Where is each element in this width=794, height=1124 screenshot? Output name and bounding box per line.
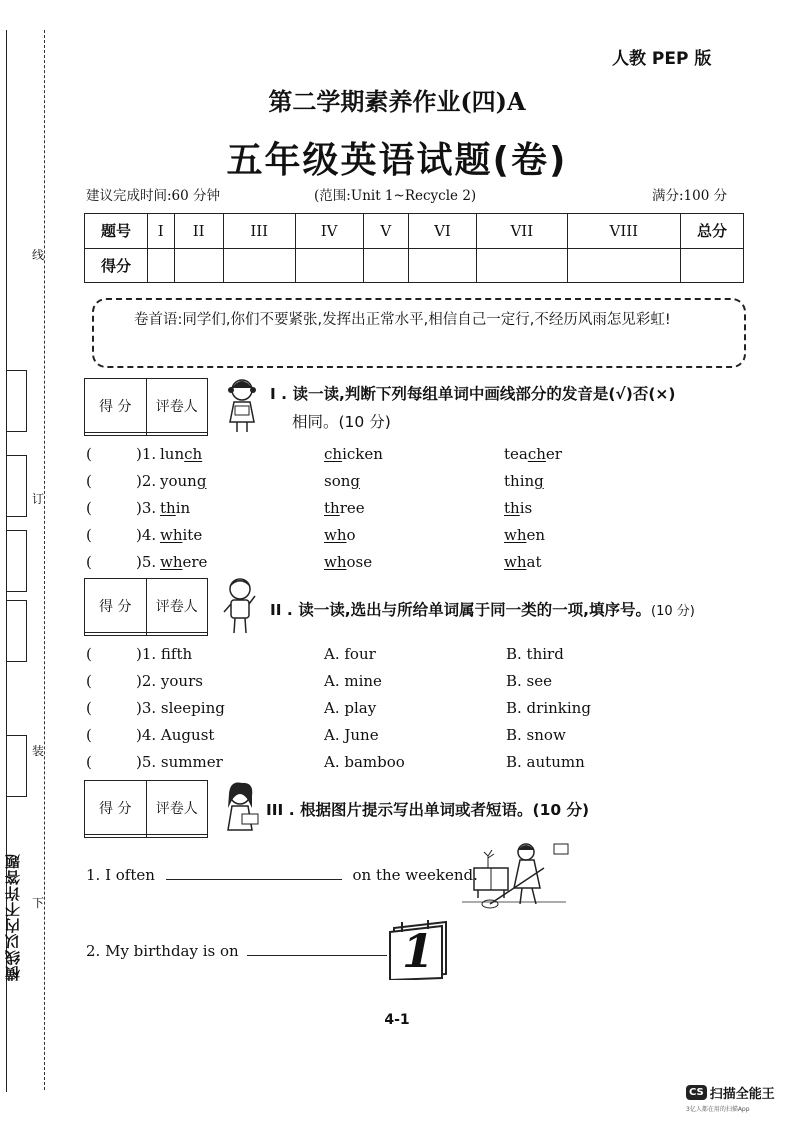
grader-score-label: 得 分 bbox=[85, 379, 147, 433]
item-word: )3. sleeping bbox=[136, 699, 225, 717]
word-w3 bbox=[504, 553, 541, 571]
item-number: )4. bbox=[136, 526, 157, 544]
underlined-letters: g bbox=[196, 472, 207, 490]
binding-field-box bbox=[6, 370, 27, 432]
option-a: A. four bbox=[324, 645, 376, 663]
word-part: is bbox=[519, 499, 533, 517]
underlined-letters: wh bbox=[160, 526, 183, 544]
binding-field-box bbox=[6, 455, 27, 517]
motto-text: 卷首语:同学们,你们不要紧张,发挥出正常水平,相信自己一定行,不经历风雨怎见彩虹! bbox=[134, 312, 671, 328]
answer-paren[interactable]: ( bbox=[86, 672, 92, 690]
grader-score-cell[interactable] bbox=[85, 633, 147, 636]
question-number: III bbox=[223, 214, 295, 249]
underlined-letters: g bbox=[534, 472, 544, 490]
question-number: VII bbox=[476, 214, 567, 249]
underlined-letters: wh bbox=[504, 553, 527, 571]
word-w1 bbox=[160, 526, 202, 544]
score-cell[interactable] bbox=[408, 248, 476, 283]
answer-blank-2[interactable] bbox=[247, 955, 387, 956]
time-suggestion: 建议完成时间:60 分钟 bbox=[86, 188, 221, 204]
underlined-letters: th bbox=[504, 499, 520, 517]
item-number: )3. bbox=[136, 499, 157, 517]
word-w2 bbox=[324, 472, 360, 490]
binding-field-box bbox=[6, 600, 27, 662]
word-w3 bbox=[504, 526, 545, 544]
grader-score-cell[interactable] bbox=[85, 835, 147, 838]
underlined-letters: th bbox=[324, 499, 340, 517]
calendar-picture bbox=[388, 918, 452, 980]
question3-1-suffix: on the weekend. bbox=[352, 866, 478, 884]
girl-reading-icon bbox=[222, 376, 262, 434]
full-score: 满分:100 分 bbox=[652, 188, 728, 204]
word-part: ere bbox=[182, 553, 208, 571]
option-a: A. play bbox=[324, 699, 377, 717]
binding-line-dashed bbox=[44, 30, 45, 1090]
question-number: II bbox=[174, 214, 223, 249]
word-part: tea bbox=[504, 445, 528, 463]
score-cell[interactable] bbox=[567, 248, 680, 283]
word-part: ite bbox=[182, 526, 203, 544]
boy-cartoon-icon bbox=[222, 576, 258, 636]
total-score-header: 总分 bbox=[681, 214, 744, 249]
score-cell[interactable] bbox=[476, 248, 567, 283]
answer-paren[interactable]: ( bbox=[86, 699, 92, 717]
score-cell[interactable] bbox=[174, 248, 223, 283]
page-number: 4-1 bbox=[384, 1012, 410, 1028]
answer-paren[interactable]: ( bbox=[86, 645, 92, 663]
score-table-header: 题号 bbox=[85, 214, 148, 249]
answer-blank-1[interactable] bbox=[166, 879, 342, 880]
underlined-letters: ch bbox=[527, 445, 546, 463]
binding-warning: 横线以内不许答题 bbox=[4, 853, 22, 981]
word-w2 bbox=[324, 499, 365, 517]
answer-paren[interactable]: ( bbox=[86, 553, 92, 571]
scanner-tagline: 3亿人都在用的扫描App bbox=[686, 1106, 750, 1113]
section2-title-text: II . 读一读,选出与所给单词属于同一类的一项,填序号。 bbox=[270, 601, 651, 619]
question-number: I bbox=[148, 214, 175, 249]
score-row-label: 得分 bbox=[85, 248, 148, 283]
edition-label: 人教 PEP 版 bbox=[612, 49, 712, 69]
word-w1 bbox=[160, 445, 202, 463]
binding-field-box bbox=[6, 530, 27, 592]
word-part: en bbox=[526, 526, 546, 544]
item-number: )1. bbox=[136, 445, 157, 463]
option-b: B. snow bbox=[506, 726, 566, 744]
binding-label-ding: 订 bbox=[32, 492, 45, 506]
question-number: VI bbox=[408, 214, 476, 249]
scanner-name: 扫描全能王 bbox=[709, 1087, 775, 1102]
answer-paren[interactable]: ( bbox=[86, 472, 92, 490]
word-w3 bbox=[504, 499, 532, 517]
word-w3 bbox=[504, 445, 562, 463]
exam-title: 五年级英语试题(卷) bbox=[226, 140, 568, 181]
item-number: )5. bbox=[136, 553, 157, 571]
score-cell[interactable] bbox=[363, 248, 408, 283]
underlined-letters: wh bbox=[504, 526, 527, 544]
option-a: A. bamboo bbox=[324, 753, 405, 771]
word-w1 bbox=[160, 553, 207, 571]
section2-title bbox=[270, 598, 695, 620]
unit-range: (范围:Unit 1~Recycle 2) bbox=[314, 188, 477, 204]
word-w1 bbox=[160, 472, 206, 490]
grader-table bbox=[84, 780, 208, 838]
grader-name-cell[interactable] bbox=[146, 433, 208, 436]
calendar-digit: 1 bbox=[402, 924, 435, 978]
binding-label-xia: 下 bbox=[32, 896, 45, 910]
underlined-letters: wh bbox=[324, 553, 347, 571]
word-w2 bbox=[324, 445, 383, 463]
underlined-letters: wh bbox=[160, 553, 183, 571]
question3-1-prefix: 1. I often bbox=[86, 866, 155, 884]
option-a: A. mine bbox=[324, 672, 382, 690]
word-part: son bbox=[324, 472, 351, 490]
word-part: thin bbox=[504, 472, 535, 490]
binding-label-xian: 线 bbox=[32, 248, 45, 262]
section3-title: III . 根据图片提示写出单词或者短语。(10 分) bbox=[266, 801, 590, 819]
item-word: )4. August bbox=[136, 726, 215, 744]
grader-name-cell[interactable] bbox=[146, 633, 208, 636]
option-a: A. June bbox=[324, 726, 379, 744]
underlined-letters: g bbox=[350, 472, 360, 490]
grader-table bbox=[84, 578, 208, 636]
girl-writing-icon bbox=[222, 780, 262, 836]
score-cell[interactable] bbox=[681, 248, 744, 283]
exam-subtitle: 第二学期素养作业(四)A bbox=[268, 87, 526, 116]
grader-score-label: 得 分 bbox=[85, 781, 147, 835]
word-part: ree bbox=[339, 499, 365, 517]
answer-paren[interactable]: ( bbox=[86, 726, 92, 744]
option-b: B. drinking bbox=[506, 699, 591, 717]
binding-field-box bbox=[6, 735, 27, 797]
question3-2-prefix: 2. My birthday is on bbox=[86, 942, 239, 960]
underlined-letters: ch bbox=[184, 445, 203, 463]
underlined-letters: th bbox=[160, 499, 176, 517]
word-part: o bbox=[346, 526, 356, 544]
question-number: IV bbox=[295, 214, 363, 249]
scanner-logo-icon: CS bbox=[686, 1085, 707, 1100]
underlined-letters: wh bbox=[324, 526, 347, 544]
word-part: icken bbox=[342, 445, 383, 463]
grader-score-label: 得 分 bbox=[85, 579, 147, 633]
underlined-letters: ch bbox=[324, 445, 343, 463]
option-b: B. see bbox=[506, 672, 553, 690]
section1-title-cont: 相同。(10 分) bbox=[292, 413, 391, 431]
grader-table bbox=[84, 378, 208, 436]
answer-paren[interactable]: ( bbox=[86, 526, 92, 544]
option-b: B. autumn bbox=[506, 753, 585, 771]
word-w1 bbox=[160, 499, 190, 517]
word-w2 bbox=[324, 553, 372, 571]
section1-title: I . 读一读,判断下列每组单词中画线部分的发音是(√)否(×) bbox=[270, 385, 676, 403]
word-w3 bbox=[504, 472, 544, 490]
grader-score-cell[interactable] bbox=[85, 433, 147, 436]
score-cell[interactable] bbox=[223, 248, 295, 283]
question-number: VIII bbox=[567, 214, 680, 249]
grader-name-label: 评卷人 bbox=[146, 379, 208, 433]
word-part: er bbox=[545, 445, 562, 463]
grader-name-label: 评卷人 bbox=[146, 781, 208, 835]
word-part: at bbox=[526, 553, 542, 571]
answer-paren[interactable]: ( bbox=[86, 445, 92, 463]
item-word: )5. summer bbox=[136, 753, 223, 771]
item-word: )2. yours bbox=[136, 672, 203, 690]
grader-name-cell[interactable] bbox=[146, 835, 208, 838]
option-b: B. third bbox=[506, 645, 564, 663]
item-number: )2. bbox=[136, 472, 157, 490]
score-table bbox=[84, 213, 744, 283]
section2-points: (10 分) bbox=[651, 604, 695, 619]
word-part: in bbox=[175, 499, 191, 517]
question3-1 bbox=[86, 866, 478, 884]
word-part: ose bbox=[346, 553, 373, 571]
scanner-watermark bbox=[686, 1082, 775, 1113]
sweeping-girl-picture bbox=[460, 838, 572, 910]
score-cell[interactable] bbox=[295, 248, 363, 283]
word-w2 bbox=[324, 526, 356, 544]
question-number: V bbox=[363, 214, 408, 249]
answer-paren[interactable]: ( bbox=[86, 499, 92, 517]
item-word: )1. fifth bbox=[136, 645, 193, 663]
score-cell[interactable] bbox=[148, 248, 175, 283]
word-part: youn bbox=[160, 472, 197, 490]
grader-name-label: 评卷人 bbox=[146, 579, 208, 633]
binding-label-zhuang: 装 bbox=[32, 744, 45, 758]
word-part: lun bbox=[160, 445, 185, 463]
answer-paren[interactable]: ( bbox=[86, 753, 92, 771]
question3-2 bbox=[86, 942, 396, 960]
